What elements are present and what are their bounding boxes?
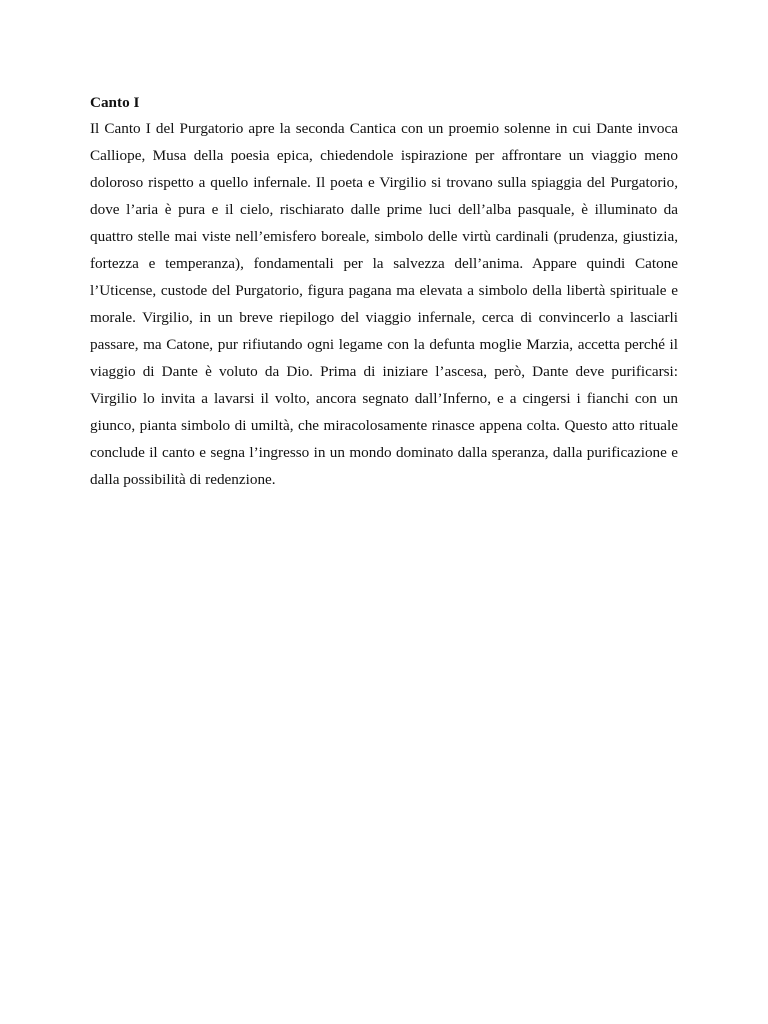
section-heading: Canto I (90, 94, 140, 111)
document-content (90, 91, 678, 493)
body-paragraph: Il Canto I del Purgatorio apre la seconda Cantica con un proemio solenne in cui Dante invoca Calliope, Musa della poesia epica, chiedendole ispirazione per affrontare un viaggio meno doloroso rispetto a quello infernale. Il poeta e Virgilio si trovano sulla spiaggia del Purgatorio, dove l’aria è pura e il cielo, rischiarato dalle prime luci dell’alba pasquale, è illuminato da quattro stelle mai viste nell’emisfero boreale, simbolo delle virtù cardinali (prudenza, giustizia, fortezza e temperanza), fondamentali per la salvezza dell’anima. Appare quindi Catone l’Uticense, custode del Purgatorio, figura pagana ma elevata a simbolo della libertà spirituale e morale. Virgilio, in un breve riepilogo del viaggio infernale, cerca di convincerlo a lasciarli passare, ma Catone, pur rifiutando ogni legame con la defunta moglie Marzia, accetta perché il viaggio di Dante è voluto da Dio. Prima di iniziare l’ascesa, però, Dante deve purificarsi: Virgilio lo invita a lavarsi il volto, ancora segnato dall’Inferno, e a cingersi i fianchi con un giunco, pianta simbolo di umiltà, che miracolosamente rinasce appena colta. Questo atto rituale conclude il canto e segna l’ingresso in un mondo dominato dalla speranza, dalla purificazione e dalla possibilità di redenzione. (90, 120, 678, 488)
